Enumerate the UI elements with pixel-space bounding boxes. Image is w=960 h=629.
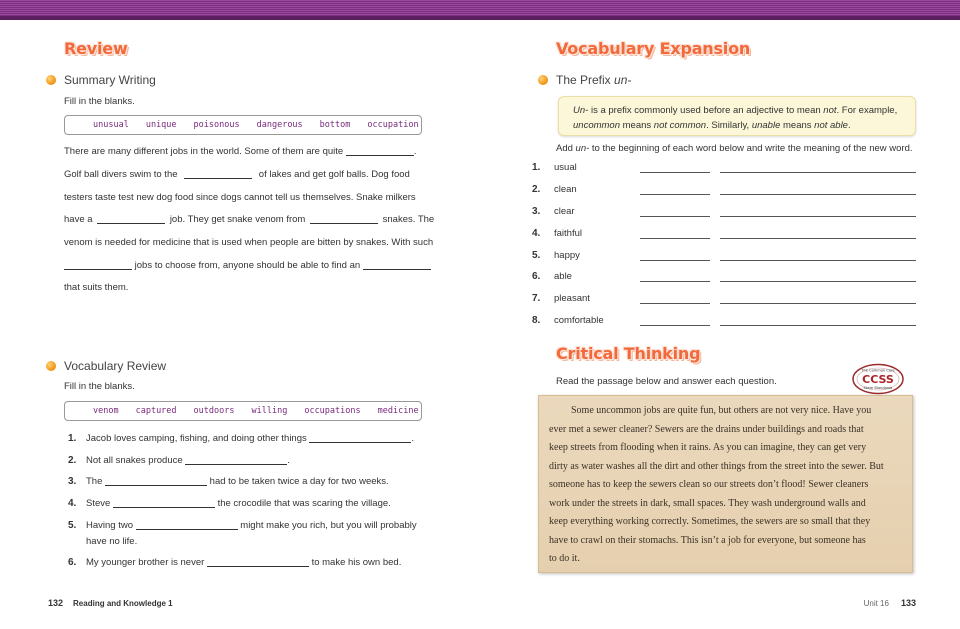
- summary-word-bank: [64, 115, 422, 135]
- prefix-exercise-row: 1. usual: [532, 162, 916, 176]
- prefix-exercise-row: 5. happy: [532, 250, 916, 264]
- summary-line: that suits them.: [64, 282, 129, 293]
- prefix-heading: The Prefix un-: [538, 73, 631, 87]
- fill-blank[interactable]: [346, 146, 414, 156]
- meaning-blank[interactable]: [720, 216, 916, 217]
- new-word-blank[interactable]: [640, 325, 710, 326]
- summary-line: Golf ball divers swim to the of lakes and get golf balls. Dog food: [64, 169, 410, 180]
- word-bank-item: unusual: [93, 120, 129, 130]
- fill-blank[interactable]: [97, 214, 165, 224]
- bullet-dot-icon: [46, 75, 56, 85]
- summary-line: have a job. They get snake venom from snakes. The: [64, 214, 435, 225]
- prefix-instruction: Add un- to the beginning of each word below and write the meaning of the new word.: [556, 143, 913, 154]
- word-bank-item: poisonous: [193, 120, 240, 130]
- fill-blank[interactable]: [363, 260, 431, 270]
- passage-line: to do it.: [549, 553, 580, 564]
- summary-line: jobs to choose from, anyone should be able to find an: [64, 260, 431, 271]
- unit-label: Unit 16: [863, 599, 889, 608]
- word-bank-item: unique: [145, 120, 177, 130]
- fill-blank[interactable]: [309, 433, 411, 443]
- vocab-review-item: 2. Not all snakes produce .: [68, 455, 290, 466]
- passage-line: someone has to keep the sewers clean so our streets don’t flood! Sewer cleaners: [549, 479, 869, 490]
- summary-writing-heading: Summary Writing: [46, 73, 156, 87]
- reading-passage: [538, 395, 913, 573]
- new-word-blank[interactable]: [640, 172, 710, 173]
- passage-line: keep streets from flooding when it rains. As you can imagine, they can get very: [549, 442, 867, 453]
- left-page: [0, 20, 480, 629]
- summary-instruction: Fill in the blanks.: [64, 96, 135, 107]
- new-word-blank[interactable]: [640, 216, 710, 217]
- bullet-dot-icon: [538, 75, 548, 85]
- fill-blank[interactable]: [105, 476, 207, 486]
- word-bank-item: willing: [251, 406, 288, 416]
- right-page: [480, 20, 960, 629]
- page-number: 133: [900, 598, 916, 608]
- vocab-review-item: 4. Steve the crocodile that was scaring the village.: [68, 498, 391, 509]
- summary-line: testers taste test new dog food since dogs cannot tell us themselves. Snake milkers: [64, 192, 416, 203]
- book-title: Reading and Knowledge 1: [73, 599, 173, 608]
- badge-main-text: CCSS: [862, 373, 894, 386]
- critical-instruction: Read the passage below and answer each question.: [556, 376, 777, 387]
- passage-line: have to crawl on their stomachs. This isn’t a job for everyone, but someone has: [549, 534, 866, 546]
- word-bank-item: outdoors: [193, 406, 235, 416]
- vocab-review-item: 6. My younger brother is never to make his own bed.: [68, 557, 402, 568]
- meaning-blank[interactable]: [720, 260, 916, 261]
- meaning-blank[interactable]: [720, 238, 916, 239]
- vocab-review-item-continued: have no life.: [86, 536, 138, 547]
- meaning-blank[interactable]: [720, 194, 916, 195]
- summary-line: There are many different jobs in the world. Some of them are quite .: [64, 146, 417, 157]
- word-bank-item: medicine: [377, 406, 419, 416]
- vocab-review-item: 5. Having two might make you rich, but you will probably: [68, 520, 417, 531]
- vocab-review-item: 1. Jacob loves camping, fishing, and doing other things .: [68, 433, 415, 444]
- new-word-blank[interactable]: [640, 194, 710, 195]
- new-word-blank[interactable]: [640, 303, 710, 304]
- prefix-exercise-row: 2. clean: [532, 184, 916, 198]
- bullet-dot-icon: [46, 361, 56, 371]
- meaning-blank[interactable]: [720, 303, 916, 304]
- left-footer: [48, 598, 173, 608]
- fill-blank[interactable]: [207, 557, 309, 567]
- word-bank-item: captured: [135, 406, 177, 416]
- new-word-blank[interactable]: [640, 260, 710, 261]
- ccss-badge-icon: [851, 363, 905, 395]
- badge-bottom-text: State Standards: [863, 386, 893, 390]
- word-bank-item: occupations: [304, 406, 361, 416]
- vocab-review-instruction: Fill in the blanks.: [64, 381, 135, 392]
- right-footer: [864, 598, 916, 608]
- passage-line: ever met a sewer cleaner? Sewers are the drains under buildings and roads that: [549, 423, 864, 435]
- top-decorative-band: [0, 0, 960, 20]
- meaning-blank[interactable]: [720, 281, 916, 282]
- summary-line: venom is needed for medicine that is used when people are bitten by snakes. With such: [64, 237, 434, 248]
- page-number: 132: [48, 598, 64, 608]
- vocab-word-bank: [64, 401, 422, 421]
- passage-line: dirty as water washes all the dirt and other things from the street into the sewer. But: [549, 460, 884, 472]
- prefix-exercise-row: 3. clear: [532, 206, 916, 220]
- vocabulary-expansion-title: Vocabulary Expansion: [556, 39, 751, 58]
- word-bank-item: dangerous: [256, 120, 303, 130]
- vocabulary-review-heading: Vocabulary Review: [46, 359, 166, 373]
- prefix-exercise-row: 7. pleasant: [532, 293, 916, 307]
- prefix-exercise-row: 8. comfortable: [532, 315, 916, 329]
- new-word-blank[interactable]: [640, 238, 710, 239]
- passage-line: work under the streets in dark, small spaces. They wash underground walls and: [549, 497, 866, 509]
- fill-blank[interactable]: [184, 169, 252, 179]
- meaning-blank[interactable]: [720, 325, 916, 326]
- fill-blank[interactable]: [113, 498, 215, 508]
- prefix-exercise-row: 6. able: [532, 271, 916, 285]
- fill-blank[interactable]: [136, 520, 238, 530]
- prefix-note-box: Un- is a prefix commonly used before an adjective to mean not. For example, uncommon means not common. Similarly, unable means not able.: [558, 96, 916, 136]
- passage-line: keep everything working correctly. Sometimes, the sewers are so small that they: [549, 516, 871, 527]
- meaning-blank[interactable]: [720, 172, 916, 173]
- word-bank-item: venom: [93, 406, 119, 416]
- review-title: Review: [64, 39, 128, 58]
- vocab-review-item: 3. The had to be taken twice a day for two weeks.: [68, 476, 389, 487]
- critical-thinking-title: Critical Thinking: [556, 344, 701, 363]
- word-bank-item: bottom: [319, 120, 351, 130]
- prefix-exercise-row: 4. faithful: [532, 228, 916, 242]
- word-bank-item: occupation: [367, 120, 419, 130]
- fill-blank[interactable]: [64, 260, 132, 270]
- badge-top-text: The Common Core: [861, 368, 895, 373]
- fill-blank[interactable]: [185, 455, 287, 465]
- fill-blank[interactable]: [310, 214, 378, 224]
- passage-line: Some uncommon jobs are quite fun, but others are not very nice. Have you: [571, 405, 872, 416]
- new-word-blank[interactable]: [640, 281, 710, 282]
